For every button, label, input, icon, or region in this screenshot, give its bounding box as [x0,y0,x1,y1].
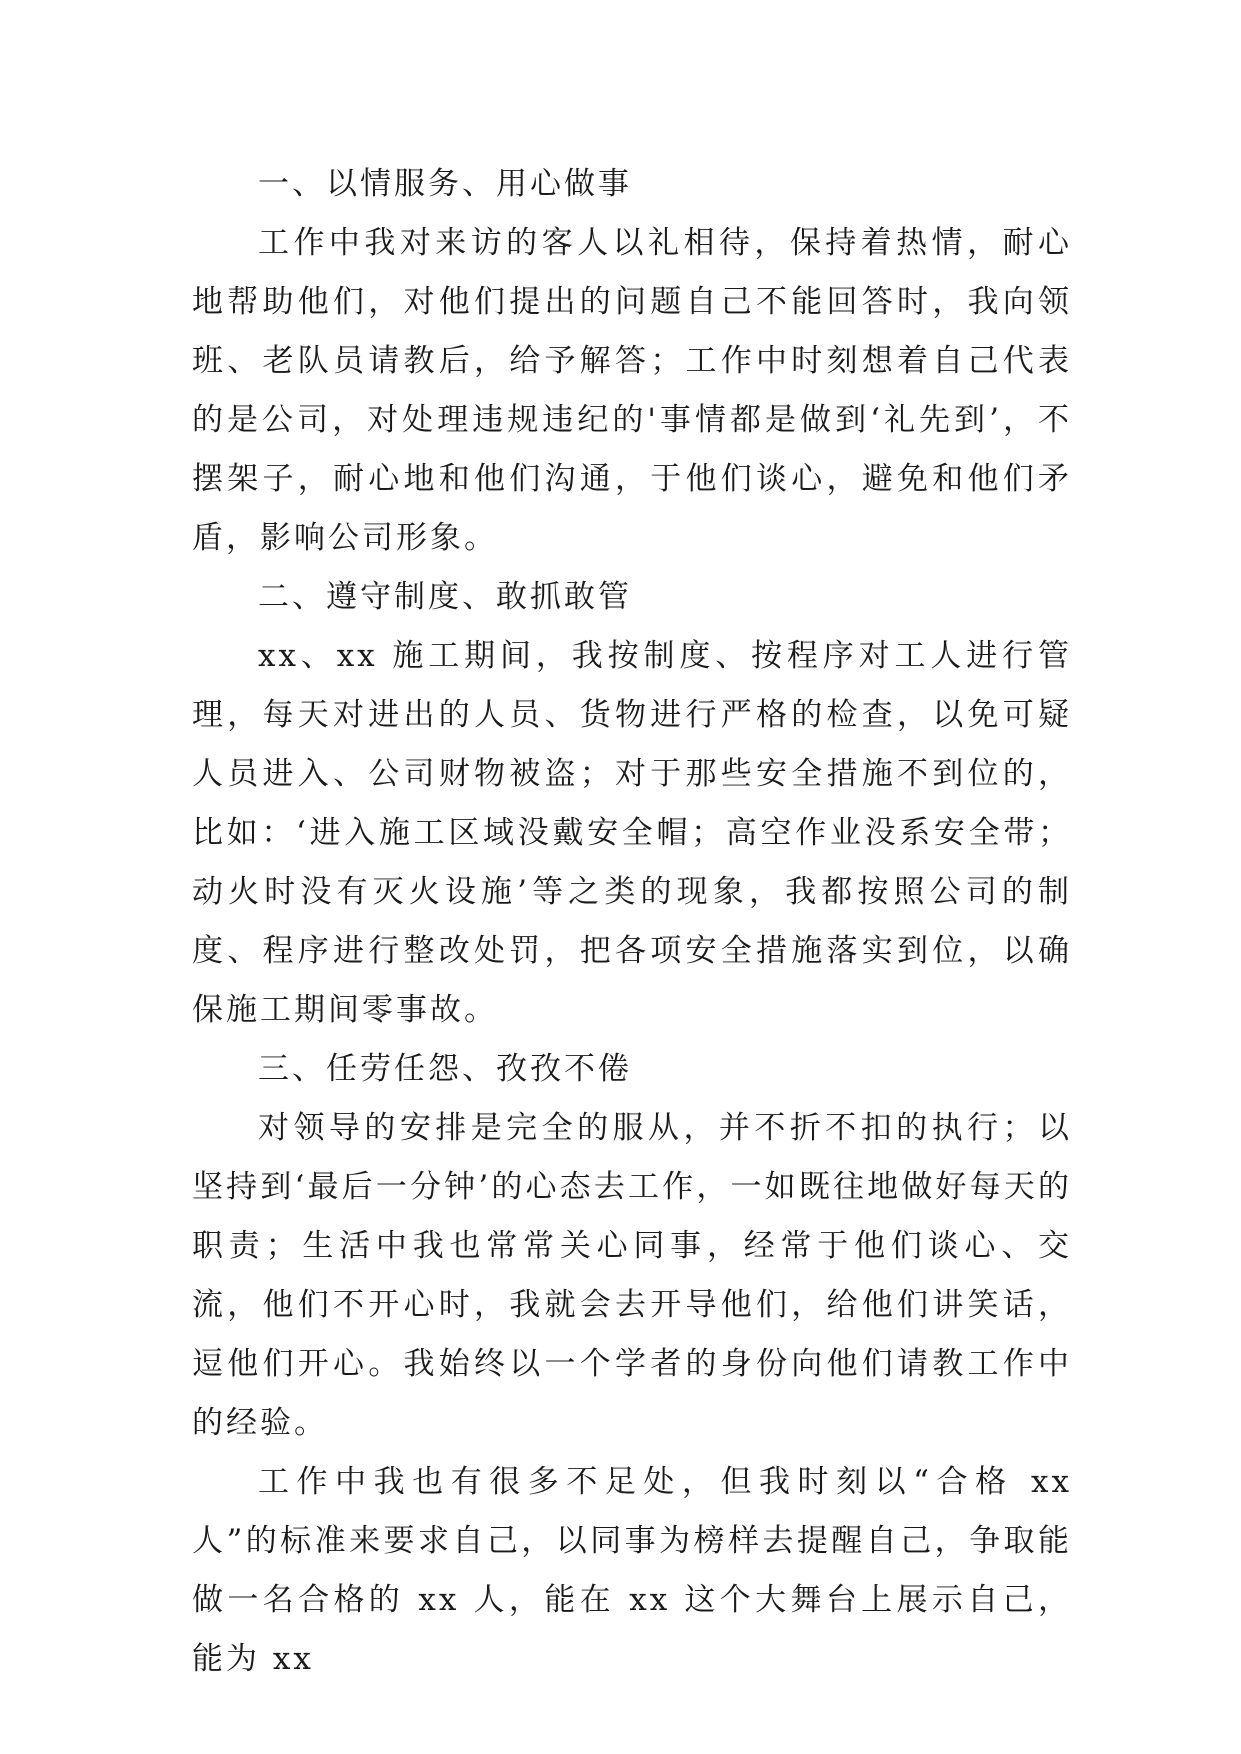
section-heading-2: 二、遵守制度、敢抓敢管 [258,579,632,615]
body-paragraph-3: 对领导的安排是完全的服从，并不折不扣的执行；以坚持到‘最后一分钟’的心态去工作，一如既往地做好每天的职责；生活中我也常常关心同事，经常于他们谈心、交流，他们不开心时，我就会去开导他们，给他们讲笑话，逗他们开心。我始终以一个学者的身份向他们请教工作中的经验。 [192,1110,1072,1441]
section-heading-3: 三、任劳任怨、孜孜不倦 [258,1051,632,1087]
body-paragraph-4: 工作中我也有很多不足处，但我时刻以“合格 xx 人”的标准来要求自己，以同事为榜样去提醒自己，争取能做一名合格的 xx 人，能在 xx 这个大舞台上展示自己，能为 xx [192,1464,1072,1677]
section-heading-1: 一、以情服务、用心做事 [258,166,632,202]
document-body [192,155,1072,1689]
body-paragraph-1: 工作中我对来访的客人以礼相待，保持着热情，耐心地帮助他们，对他们提出的问题自己不能回答时，我向领班、老队员请教后，给予解答；工作中时刻想着自己代表的是公司，对处理违规违纪的'事情都是做到‘礼先到’，不摆架子，耐心地和他们沟通，于他们谈心，避免和他们矛盾，影响公司形象。 [192,225,1072,556]
body-paragraph-2: xx、xx 施工期间，我按制度、按程序对工人进行管理，每天对进出的人员、货物进行严格的检查，以免可疑人员进入、公司财物被盗；对于那些安全措施不到位的，比如：‘进入施工区域没戴安全帽；高空作业没系安全带；动火时没有灭火设施’等之类的现象，我都按照公司的制度、程序进行整改处罚，把各项安全措施落实到位，以确保施工期间零事故。 [192,638,1072,1028]
